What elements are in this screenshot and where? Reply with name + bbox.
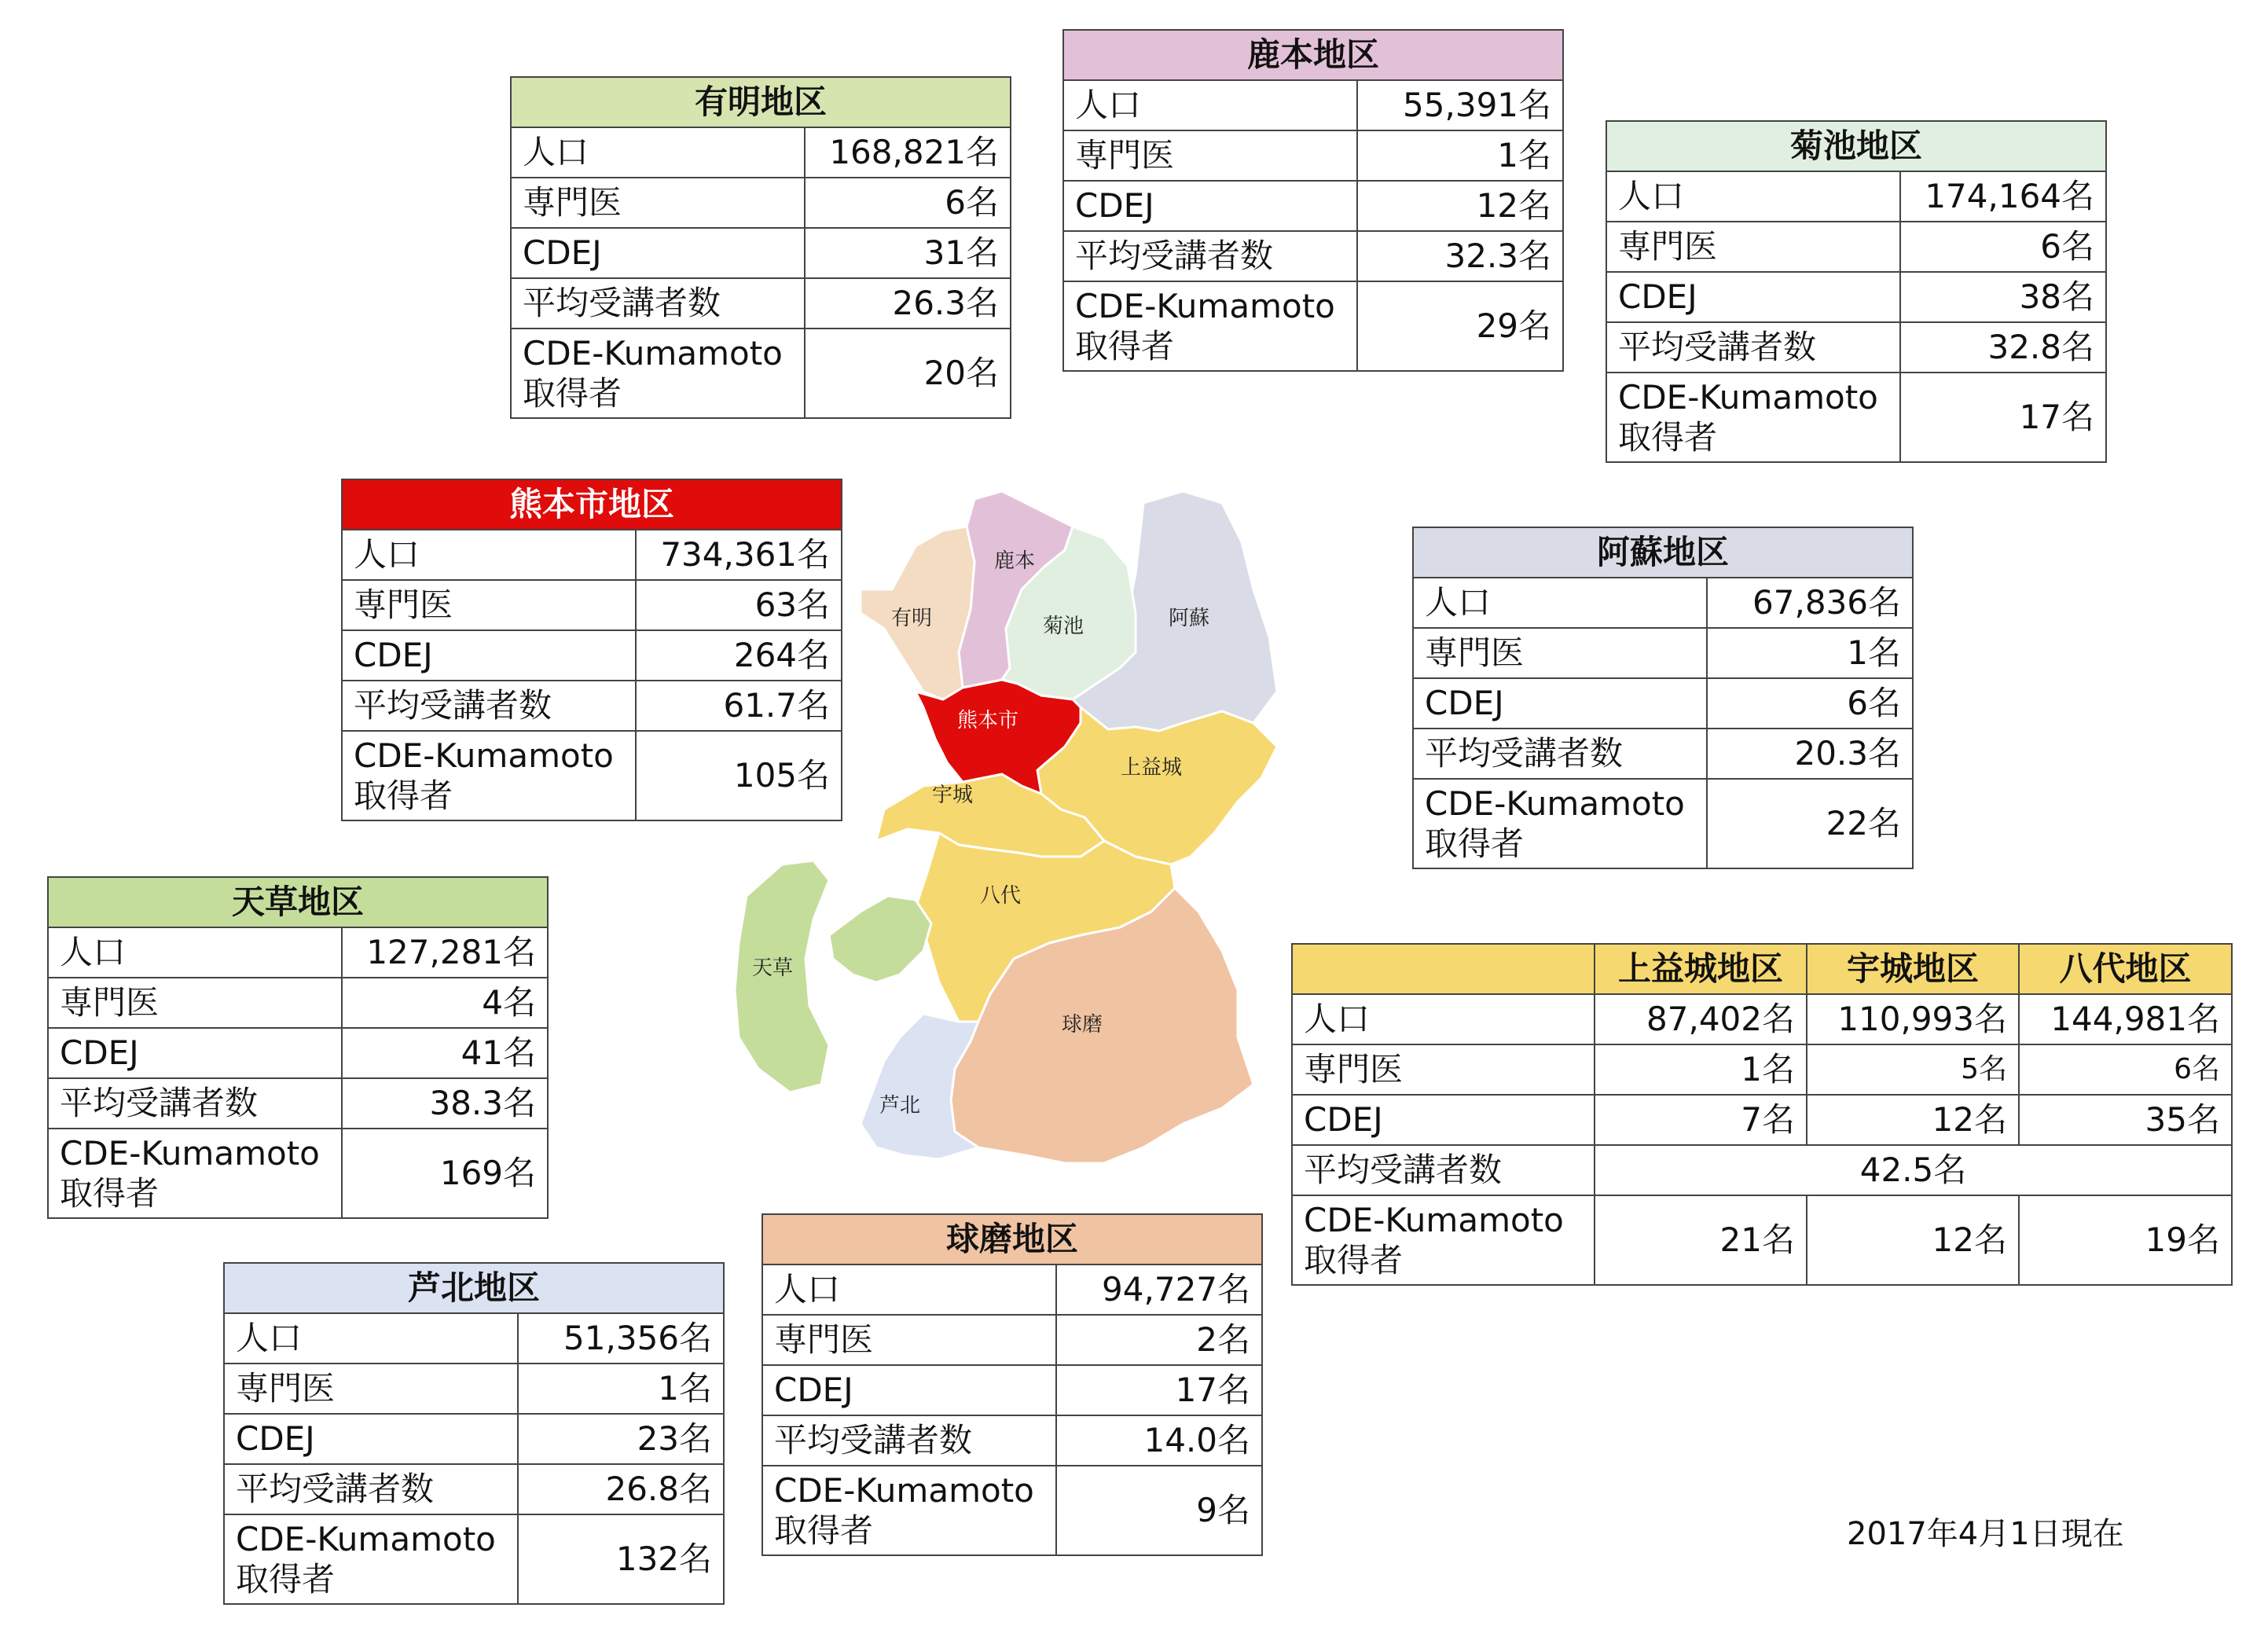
cdej-value: 23名 <box>518 1414 724 1464</box>
attendees-value: 42.5名 <box>1595 1145 2232 1195</box>
map-label-kikuchi: 菊池 <box>1042 615 1084 638</box>
cdej-value: 6名 <box>1707 678 1913 729</box>
cdej-label: CDEJ <box>224 1414 518 1464</box>
population-value: 144,981名 <box>2019 994 2232 1044</box>
cde-kumamoto-value: 17名 <box>1900 373 2106 462</box>
cdej-label: CDEJ <box>762 1365 1056 1415</box>
specialists-label: 専門医 <box>224 1364 518 1414</box>
kumamoto-map <box>676 472 1375 1171</box>
cde-kumamoto-label: CDE-Kumamoto 取得者 <box>48 1129 342 1218</box>
population-value: 734,361名 <box>636 530 842 580</box>
specialists-label: 専門医 <box>1063 130 1357 181</box>
population-value: 67,836名 <box>1707 578 1913 628</box>
population-label: 人口 <box>511 127 805 178</box>
ashikita-title: 芦北地区 <box>224 1263 724 1313</box>
cdej-value: 7名 <box>1595 1095 1807 1145</box>
specialists-value: 1名 <box>518 1364 724 1414</box>
attendees-label: 平均受講者数 <box>48 1078 342 1129</box>
specialists-label: 専門医 <box>48 978 342 1028</box>
attendees-value: 14.0名 <box>1056 1415 1262 1466</box>
population-label: 人口 <box>1606 171 1900 222</box>
population-label: 人口 <box>48 927 342 978</box>
cdej-label: CDEJ <box>342 630 636 681</box>
specialists-label: 専門医 <box>1606 222 1900 272</box>
cdej-value: 38名 <box>1900 272 2106 322</box>
population-value: 127,281名 <box>342 927 548 978</box>
population-value: 174,164名 <box>1900 171 2106 222</box>
population-value: 94,727名 <box>1056 1264 1262 1315</box>
specialists-label: 専門医 <box>342 580 636 630</box>
yatsushiro-title: 八代地区 <box>2019 944 2232 994</box>
as-of-date: 2017年4月1日現在 <box>1847 1516 2124 1552</box>
amakusa-title: 天草地区 <box>48 877 548 927</box>
cde-kumamoto-value: 132名 <box>518 1514 724 1604</box>
specialists-label: 専門医 <box>1292 1044 1595 1095</box>
cde-kumamoto-label: CDE-Kumamoto 取得者 <box>1063 281 1357 371</box>
cdej-value: 35名 <box>2019 1095 2232 1145</box>
cdej-label: CDEJ <box>1413 678 1707 729</box>
map-region-amakusa-east <box>829 896 931 982</box>
joint-district-table <box>1291 943 2233 1286</box>
cdej-value: 12名 <box>1357 181 1563 231</box>
specialists-value: 6名 <box>2019 1044 2232 1095</box>
specialists-label: 専門医 <box>1413 628 1707 678</box>
specialists-value: 63名 <box>636 580 842 630</box>
cdej-label: CDEJ <box>1063 181 1357 231</box>
map-label-ariake: 有明 <box>890 607 933 630</box>
kamoto-table <box>1062 29 1564 372</box>
population-label: 人口 <box>224 1313 518 1364</box>
ariake-title: 有明地区 <box>511 77 1011 127</box>
attendees-value: 61.7名 <box>636 681 842 731</box>
cde-kumamoto-label: CDE-Kumamoto 取得者 <box>1292 1195 1595 1285</box>
attendees-value: 26.8名 <box>518 1464 724 1514</box>
attendees-value: 32.3名 <box>1357 231 1563 281</box>
attendees-label: 平均受講者数 <box>1292 1145 1595 1195</box>
cdej-value: 12名 <box>1807 1095 2019 1145</box>
map-label-yatsushiro: 八代 <box>979 884 1022 908</box>
map-label-kamoto: 鹿本 <box>993 549 1036 573</box>
cde-kumamoto-value: 29名 <box>1357 281 1563 371</box>
population-value: 110,993名 <box>1807 994 2019 1044</box>
cde-kumamoto-label: CDE-Kumamoto 取得者 <box>762 1466 1056 1555</box>
attendees-label: 平均受講者数 <box>1413 729 1707 779</box>
cde-kumamoto-label: CDE-Kumamoto 取得者 <box>1413 779 1707 868</box>
population-label: 人口 <box>342 530 636 580</box>
map-label-kamimashiki: 上益城 <box>1120 756 1183 780</box>
population-label: 人口 <box>1413 578 1707 628</box>
kuma-title: 球磨地区 <box>762 1214 1262 1264</box>
kamoto-title: 鹿本地区 <box>1063 30 1563 80</box>
cde-kumamoto-value: 22名 <box>1707 779 1913 868</box>
kikuchi-title: 菊池地区 <box>1606 121 2106 171</box>
kuma-table <box>762 1213 1263 1556</box>
cde-kumamoto-value: 105名 <box>636 731 842 820</box>
specialists-value: 6名 <box>805 178 1011 228</box>
map-label-uki: 宇城 <box>931 784 974 807</box>
cdej-value: 17名 <box>1056 1365 1262 1415</box>
kamimashiki-title: 上益城地区 <box>1595 944 1807 994</box>
map-label-ashikita: 芦北 <box>879 1094 921 1118</box>
specialists-value: 6名 <box>1900 222 2106 272</box>
attendees-label: 平均受講者数 <box>342 681 636 731</box>
population-value: 51,356名 <box>518 1313 724 1364</box>
population-label: 人口 <box>1063 80 1357 130</box>
attendees-value: 20.3名 <box>1707 729 1913 779</box>
attendees-label: 平均受講者数 <box>762 1415 1056 1466</box>
cde-kumamoto-value: 20名 <box>805 329 1011 418</box>
specialists-label: 専門医 <box>762 1315 1056 1365</box>
population-label: 人口 <box>1292 994 1595 1044</box>
population-value: 87,402名 <box>1595 994 1807 1044</box>
map-label-kuma: 球磨 <box>1061 1013 1103 1037</box>
cdej-label: CDEJ <box>511 228 805 278</box>
cdej-value: 41名 <box>342 1028 548 1078</box>
cde-kumamoto-label: CDE-Kumamoto 取得者 <box>224 1514 518 1604</box>
uki-title: 宇城地区 <box>1807 944 2019 994</box>
aso-table <box>1412 527 1914 869</box>
ariake-table <box>510 76 1011 419</box>
aso-title: 阿蘇地区 <box>1413 527 1913 578</box>
attendees-value: 26.3名 <box>805 278 1011 329</box>
specialists-value: 1名 <box>1595 1044 1807 1095</box>
cde-kumamoto-label: CDE-Kumamoto 取得者 <box>342 731 636 820</box>
attendees-value: 32.8名 <box>1900 322 2106 373</box>
kikuchi-table <box>1606 120 2107 463</box>
kumamoto-city-title: 熊本市地区 <box>342 479 842 530</box>
specialists-value: 5名 <box>1807 1044 2019 1095</box>
map-label-aso: 阿蘇 <box>1168 607 1210 630</box>
population-value: 168,821名 <box>805 127 1011 178</box>
attendees-value: 38.3名 <box>342 1078 548 1129</box>
cde-kumamoto-label: CDE-Kumamoto 取得者 <box>511 329 805 418</box>
ashikita-table <box>223 1262 725 1605</box>
specialists-value: 1名 <box>1357 130 1563 181</box>
population-value: 55,391名 <box>1357 80 1563 130</box>
cde-kumamoto-value: 169名 <box>342 1129 548 1218</box>
cde-kumamoto-value: 12名 <box>1807 1195 2019 1285</box>
specialists-value: 1名 <box>1707 628 1913 678</box>
cdej-label: CDEJ <box>1606 272 1900 322</box>
specialists-value: 2名 <box>1056 1315 1262 1365</box>
cdej-value: 264名 <box>636 630 842 681</box>
specialists-value: 4名 <box>342 978 548 1028</box>
attendees-label: 平均受講者数 <box>511 278 805 329</box>
attendees-label: 平均受講者数 <box>1606 322 1900 373</box>
attendees-label: 平均受講者数 <box>224 1464 518 1514</box>
cde-kumamoto-label: CDE-Kumamoto 取得者 <box>1606 373 1900 462</box>
cdej-label: CDEJ <box>1292 1095 1595 1145</box>
map-label-kumamoto-city: 熊本市 <box>956 709 1019 732</box>
attendees-label: 平均受講者数 <box>1063 231 1357 281</box>
population-label: 人口 <box>762 1264 1056 1315</box>
cdej-label: CDEJ <box>48 1028 342 1078</box>
cde-kumamoto-value: 21名 <box>1595 1195 1807 1285</box>
map-label-amakusa: 天草 <box>751 956 794 980</box>
amakusa-table <box>47 876 549 1219</box>
specialists-label: 専門医 <box>511 178 805 228</box>
cde-kumamoto-value: 9名 <box>1056 1466 1262 1555</box>
cde-kumamoto-value: 19名 <box>2019 1195 2232 1285</box>
cdej-value: 31名 <box>805 228 1011 278</box>
